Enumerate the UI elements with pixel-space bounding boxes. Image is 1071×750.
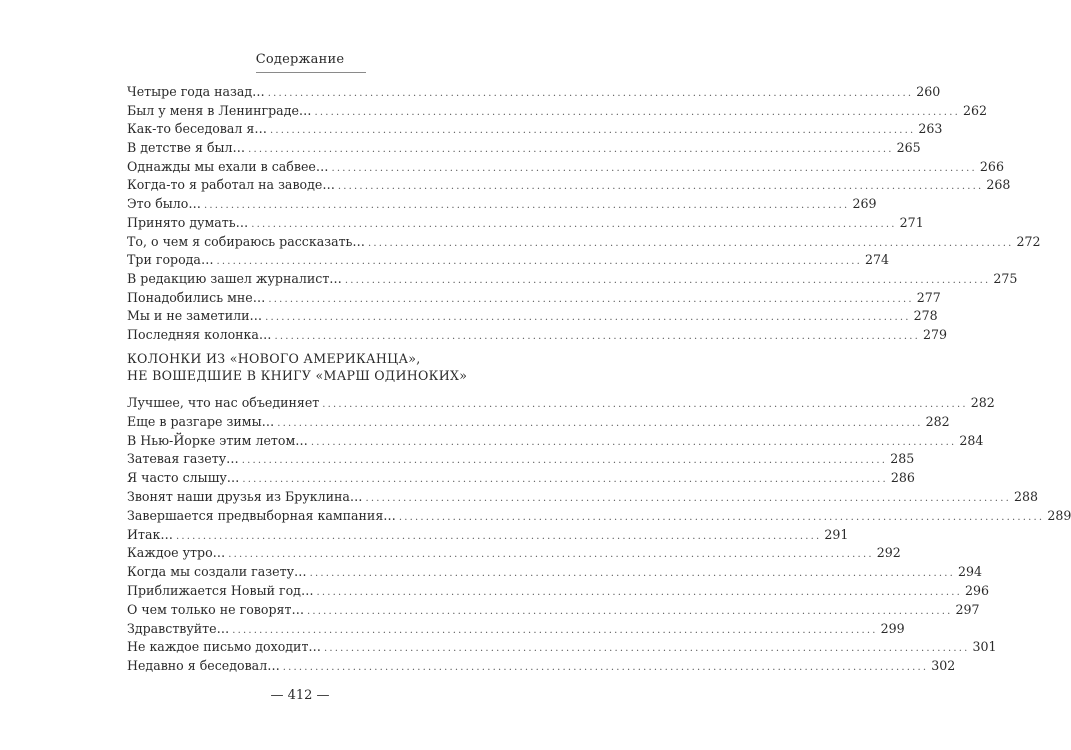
toc-entry xyxy=(127,83,941,102)
section-heading-line-2: НЕ ВОШЕДШИЕ В КНИГУ «МАРШ ОДИНОКИХ» xyxy=(127,367,468,383)
toc-entry xyxy=(127,214,924,233)
toc-entry-title: Каждое утро… xyxy=(127,545,226,561)
dot-leader: ........................................................................................................................ xyxy=(251,218,897,230)
toc-entry-title: Еще в разгаре зимы… xyxy=(127,413,275,429)
section-heading-line-1: КОЛОНКИ ИЗ «НОВОГО АМЕРИКАНЦА», xyxy=(127,351,421,366)
toc-entry-page: 289 xyxy=(1047,507,1071,523)
toc-entry-page: 278 xyxy=(913,308,938,324)
section-heading xyxy=(127,351,487,384)
toc-entry-page: 271 xyxy=(899,214,924,230)
toc-entry xyxy=(127,526,849,545)
toc-entry-page: 302 xyxy=(931,658,956,674)
toc-entry-title: Три города… xyxy=(127,252,214,268)
toc-entry-page: 266 xyxy=(979,158,1004,174)
dot-leader: ........................................................................................................................ xyxy=(228,549,874,561)
toc-entry xyxy=(127,563,983,582)
toc-entry xyxy=(127,326,948,345)
toc-entry-title: Лучшее, что нас объединяет xyxy=(127,395,320,410)
toc-entry-page: 274 xyxy=(865,252,890,268)
dot-leader: ........................................................................................................................ xyxy=(322,399,968,410)
toc-entry-page: 284 xyxy=(959,432,984,448)
toc-entry xyxy=(127,176,1011,195)
header-rule xyxy=(256,72,366,73)
dot-leader: ........................................................................................................................ xyxy=(310,436,957,448)
toc-entry xyxy=(127,469,915,488)
dot-leader: ........................................................................................................................ xyxy=(216,256,862,268)
toc-entry-page: 297 xyxy=(955,601,980,617)
toc-entry-title: О чем только не говорят… xyxy=(127,601,305,617)
dot-leader: ........................................................................................................................ xyxy=(277,417,923,429)
toc-entry-page: 299 xyxy=(880,620,905,636)
dot-leader: ........................................................................................................................ xyxy=(309,568,956,580)
toc-entry-title: То, о чем я собираюсь рассказать… xyxy=(127,233,366,249)
toc-entry-title: Приближается Новый год… xyxy=(127,582,314,598)
toc-entry-title: Четыре года назад… xyxy=(127,84,265,99)
dot-leader: ........................................................................................................................ xyxy=(175,530,822,542)
toc-entry-page: 268 xyxy=(986,177,1011,193)
toc-list-columns xyxy=(127,394,1071,676)
dot-leader: ........................................................................................................................ xyxy=(282,662,929,674)
toc-entry xyxy=(127,657,956,676)
toc-entry-title: В редакцию зашел журналист… xyxy=(127,270,342,286)
dot-leader: ........................................................................................................................ xyxy=(265,312,911,324)
toc-entry xyxy=(127,195,877,214)
toc-entry-title: Был у меня в Ленинграде… xyxy=(127,102,312,118)
toc-entry xyxy=(127,394,995,413)
toc-entry xyxy=(127,544,901,563)
toc-entry-page: 262 xyxy=(962,102,987,118)
toc-entry-title: Это было… xyxy=(127,196,201,212)
toc-entry xyxy=(127,601,980,620)
toc-entry xyxy=(127,307,938,326)
toc-entry-page: 265 xyxy=(896,140,921,156)
dot-leader: ........................................................................................................................ xyxy=(274,330,920,342)
toc-entry xyxy=(127,270,1018,289)
dot-leader: ........................................................................................................................ xyxy=(307,605,953,617)
dot-leader: ........................................................................................................................ xyxy=(269,125,916,137)
page-number: — 412 — xyxy=(270,688,330,703)
toc-entry xyxy=(127,289,941,308)
toc-entry-page: 272 xyxy=(1016,233,1041,249)
dot-leader: ........................................................................................................................ xyxy=(324,643,970,655)
toc-entry-page: 279 xyxy=(922,326,948,342)
dot-leader: ........................................................................................................................ xyxy=(368,237,1014,249)
toc-entry-page: 288 xyxy=(1013,488,1038,504)
toc-entry xyxy=(127,102,987,121)
toc-entry-page: 269 xyxy=(852,196,877,212)
running-title: Содержание xyxy=(255,52,345,67)
toc-entry-title: Затевая газету… xyxy=(127,451,239,467)
toc-entry xyxy=(127,620,905,639)
toc-entry xyxy=(127,120,943,139)
toc-entry-title: Последняя колонка… xyxy=(127,326,272,342)
toc-entry-title: Как-то беседовал я… xyxy=(127,121,267,137)
toc-entry-page: 285 xyxy=(890,451,915,467)
dot-leader: ........................................................................................................................ xyxy=(331,162,977,174)
dot-leader: ........................................................................................................................ xyxy=(268,293,914,305)
dot-leader: ........................................................................................................................ xyxy=(241,455,888,467)
dot-leader: ........................................................................................................................ xyxy=(242,474,888,486)
toc-entry-page: 291 xyxy=(824,526,849,542)
dot-leader: ........................................................................................................................ xyxy=(314,106,960,118)
toc-entry-title: Однажды мы ехали в сабвее… xyxy=(127,158,329,174)
dot-leader: ........................................................................................................................ xyxy=(203,200,850,212)
toc-entry-page: 292 xyxy=(876,545,901,561)
toc-entry xyxy=(127,158,1004,177)
toc-entry xyxy=(127,582,990,601)
toc-entry xyxy=(127,488,1038,507)
dot-leader: ........................................................................................................................ xyxy=(365,492,1011,504)
toc-entry-page: 260 xyxy=(916,84,941,99)
toc-entry-page: 286 xyxy=(890,470,915,486)
dot-leader: ........................................................................................................................ xyxy=(232,624,878,636)
toc-entry-title: Недавно я беседовал… xyxy=(127,658,280,674)
toc-entry-title: Не каждое письмо доходит… xyxy=(127,639,322,655)
toc-entry-title: Когда-то я работал на заводе… xyxy=(127,177,335,193)
toc-entry xyxy=(127,507,1071,526)
toc-entry-title: Итак… xyxy=(127,526,173,542)
toc-entry-page: 294 xyxy=(958,564,983,580)
toc-entry-page: 263 xyxy=(918,121,943,137)
toc-entry-title: Понадобились мне… xyxy=(127,289,266,305)
toc-entry xyxy=(127,233,1041,252)
toc-entry-title: Когда мы создали газету… xyxy=(127,564,307,580)
dot-leader: ........................................................................................................................ xyxy=(248,144,894,156)
toc-entry-title: Мы и не заметили… xyxy=(127,308,263,324)
toc-entry-page: 301 xyxy=(972,639,997,655)
dot-leader: ........................................................................................................................ xyxy=(344,274,991,286)
toc-entry-title: Завершается предвыборная кампания… xyxy=(127,507,396,523)
toc-entry xyxy=(127,638,997,657)
toc-entry xyxy=(127,432,984,451)
toc-list-main xyxy=(127,83,1041,345)
toc-entry xyxy=(127,450,915,469)
dot-leader: ........................................................................................................................ xyxy=(267,88,914,99)
toc-entry-title: Здравствуйте… xyxy=(127,620,230,636)
dot-leader: ........................................................................................................................ xyxy=(316,586,962,598)
toc-entry-title: Принято думать… xyxy=(127,214,249,230)
dot-leader: ........................................................................................................................ xyxy=(398,511,1045,523)
dot-leader: ........................................................................................................................ xyxy=(337,181,984,193)
toc-entry-title: Я часто слышу… xyxy=(127,470,240,486)
toc-entry-page: 282 xyxy=(970,395,995,410)
toc-entry xyxy=(127,139,921,158)
toc-entry-title: Звонят наши друзья из Бруклина… xyxy=(127,488,363,504)
toc-entry-title: В Нью-Йорке этим летом… xyxy=(127,432,308,448)
toc-entry xyxy=(127,413,950,432)
toc-entry-title: В детстве я был… xyxy=(127,140,246,156)
toc-entry-page: 275 xyxy=(993,270,1018,286)
toc-entry-page: 277 xyxy=(916,289,941,305)
toc-entry xyxy=(127,251,890,270)
toc-entry-page: 282 xyxy=(925,413,950,429)
toc-entry-page: 296 xyxy=(965,582,990,598)
